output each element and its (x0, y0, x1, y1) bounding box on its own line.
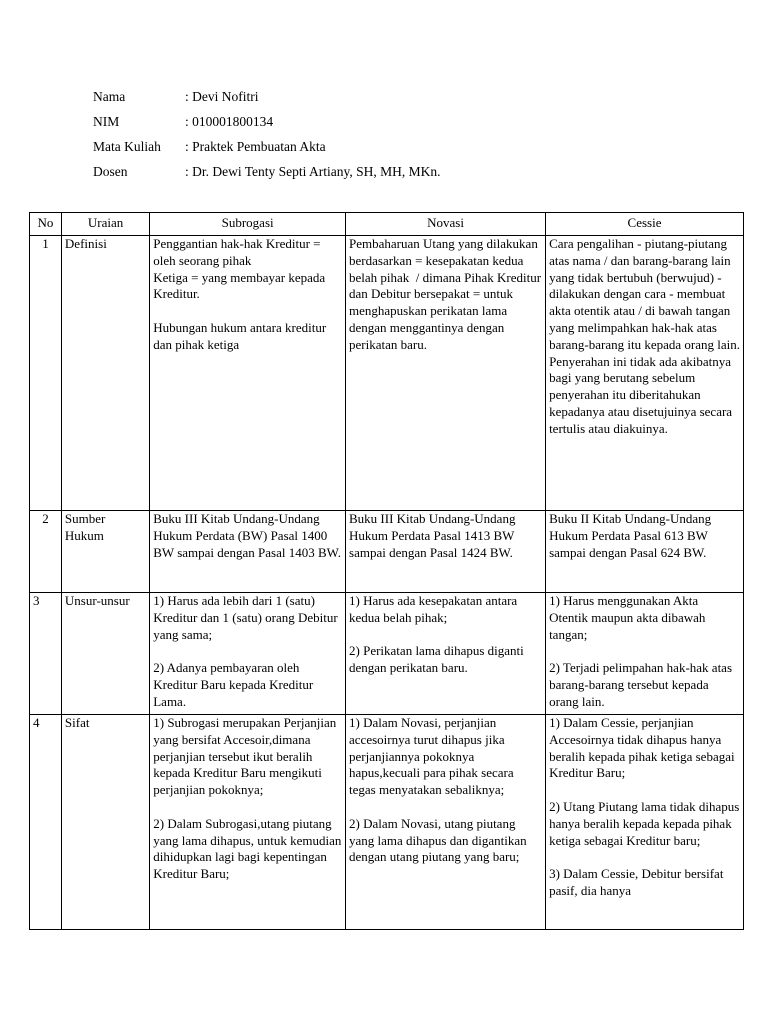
info-value: : Dr. Dewi Tenty Septi Artiany, SH, MH, MKn. (185, 164, 441, 179)
cell-text: 1) Subrogasi merupakan Perjanjian yang bersifat Accesoir,dimana perjanjian tersebut ikut beralih kepada Kreditur Baru mengikuti perjanjian pokoknya; 2) Dalam Subrogasi,utang piutang yang lama dihapus, untuk kemudian dihidupkan lagi bagi kepentingan Kreditur Baru; (153, 715, 342, 882)
table-row (30, 236, 744, 511)
table-row (30, 511, 744, 593)
info-value: : 010001800134 (185, 114, 274, 129)
cell-text: Penggantian hak-hak Kreditur = oleh seorang pihak Ketiga = yang membayar kepada Kreditur. Hubungan hukum antara kreditur dan pihak ketiga (153, 236, 327, 352)
cell-subrogasi (150, 593, 346, 715)
info-label: Nama (93, 89, 126, 104)
column-header-novasi: Novasi (346, 213, 546, 236)
cell-text: 1) Harus ada kesepakatan antara kedua belah pihak; 2) Perikatan lama dihapus diganti dengan perikatan baru. (349, 593, 524, 676)
row-number: 2 (30, 511, 62, 593)
row-number: 4 (30, 715, 62, 930)
cell-cessie (546, 715, 744, 930)
cell-cessie (546, 236, 744, 511)
column-header-cessie: Cessie (546, 213, 744, 236)
info-label: NIM (93, 114, 120, 129)
column-header-uraian: Uraian (61, 213, 149, 236)
cell-text: Buku III Kitab Undang-Undang Hukum Perdata Pasal 1413 BW sampai dengan Pasal 1424 BW. (349, 511, 519, 560)
cell-text: Pembaharuan Utang yang dilakukan berdasarkan = kesepakatan kedua belah pihak / dimana Pihak Kreditur dan Debitur bersepakat = untuk menghapuskan perikatan lama dengan menggantinya dengan perikatan baru. (349, 236, 545, 352)
column-header-subrogasi: Subrogasi (150, 213, 346, 236)
row-uraian: Unsur-unsur (61, 593, 149, 715)
table-row (30, 715, 744, 930)
cell-text: 1) Dalam Cessie, perjanjian Accesoirnya tidak dihapus hanya beralih kepada pihak ketiga sebagai Kreditur Baru; 2) Utang Piutang lama tidak dihapus hanya beralih kepada kepada pihak ketiga sebagai Kreditur baru; 3) Dalam Cessie, Debitur bersifat pasif, dia hanya (549, 715, 740, 898)
cell-subrogasi (150, 511, 346, 593)
cell-text: 1) Harus menggunakan Akta Otentik maupun akta dibawah tangan; 2) Terjadi pelimpahan hak-hak atas barang-barang tersebut kepada orang lain. (549, 593, 733, 709)
table-row (30, 593, 744, 715)
info-value: : Praktek Pembuatan Akta (185, 139, 326, 154)
cell-subrogasi (150, 236, 346, 511)
row-uraian: Sifat (61, 715, 149, 930)
cell-text: 1) Dalam Novasi, perjanjian accesoirnya turut dihapus jika perjanjiannya pokoknya hapus,kecuali para pihak secara tegas menyatakan sebaliknya; 2) Dalam Novasi, utang piutang yang lama dihapus dan digantikan dengan utang piutang yang baru; (349, 715, 527, 865)
info-label: Dosen (93, 164, 128, 179)
cell-novasi (346, 511, 546, 593)
info-value: : Devi Nofitri (185, 89, 259, 104)
cell-text: Buku III Kitab Undang-Undang Hukum Perdata (BW) Pasal 1400 BW sampai dengan Pasal 1403 BW. (153, 511, 341, 560)
cell-text: Buku II Kitab Undang-Undang Hukum Perdata Pasal 613 BW sampai dengan Pasal 624 BW. (549, 511, 715, 560)
row-number: 1 (30, 236, 62, 511)
table-header-row (30, 213, 744, 236)
row-number: 3 (30, 593, 62, 715)
cell-text: Cara pengalihan - piutang-piutang atas nama / dan barang-barang lain yang tidak bertubuh (berwujud) - dilakukan dengan cara - membuat akta otentik atau / di bawah tangan yang melimpahkan hak-hak atas barang-barang itu kepada orang lain. Penyerahan ini tidak ada akibatnya bagi yang berutang sebelum penyerahan itu diberitahukan kepadanya atau disetujuinya secara tertulis atau diakuinya. (549, 236, 744, 436)
row-uraian: Definisi (61, 236, 149, 511)
comparison-table (29, 212, 744, 930)
cell-novasi (346, 715, 546, 930)
column-header-no: No (30, 213, 62, 236)
cell-text: 1) Harus ada lebih dari 1 (satu) Kreditur dan 1 (satu) orang Debitur yang sama; 2) Adanya pembayaran oleh Kreditur Baru kepada Kreditur Lama. (153, 593, 338, 709)
cell-novasi (346, 236, 546, 511)
info-label: Mata Kuliah (93, 139, 161, 154)
cell-cessie (546, 511, 744, 593)
cell-novasi (346, 593, 546, 715)
cell-cessie (546, 593, 744, 715)
cell-subrogasi (150, 715, 346, 930)
row-uraian: Sumber Hukum (61, 511, 149, 593)
